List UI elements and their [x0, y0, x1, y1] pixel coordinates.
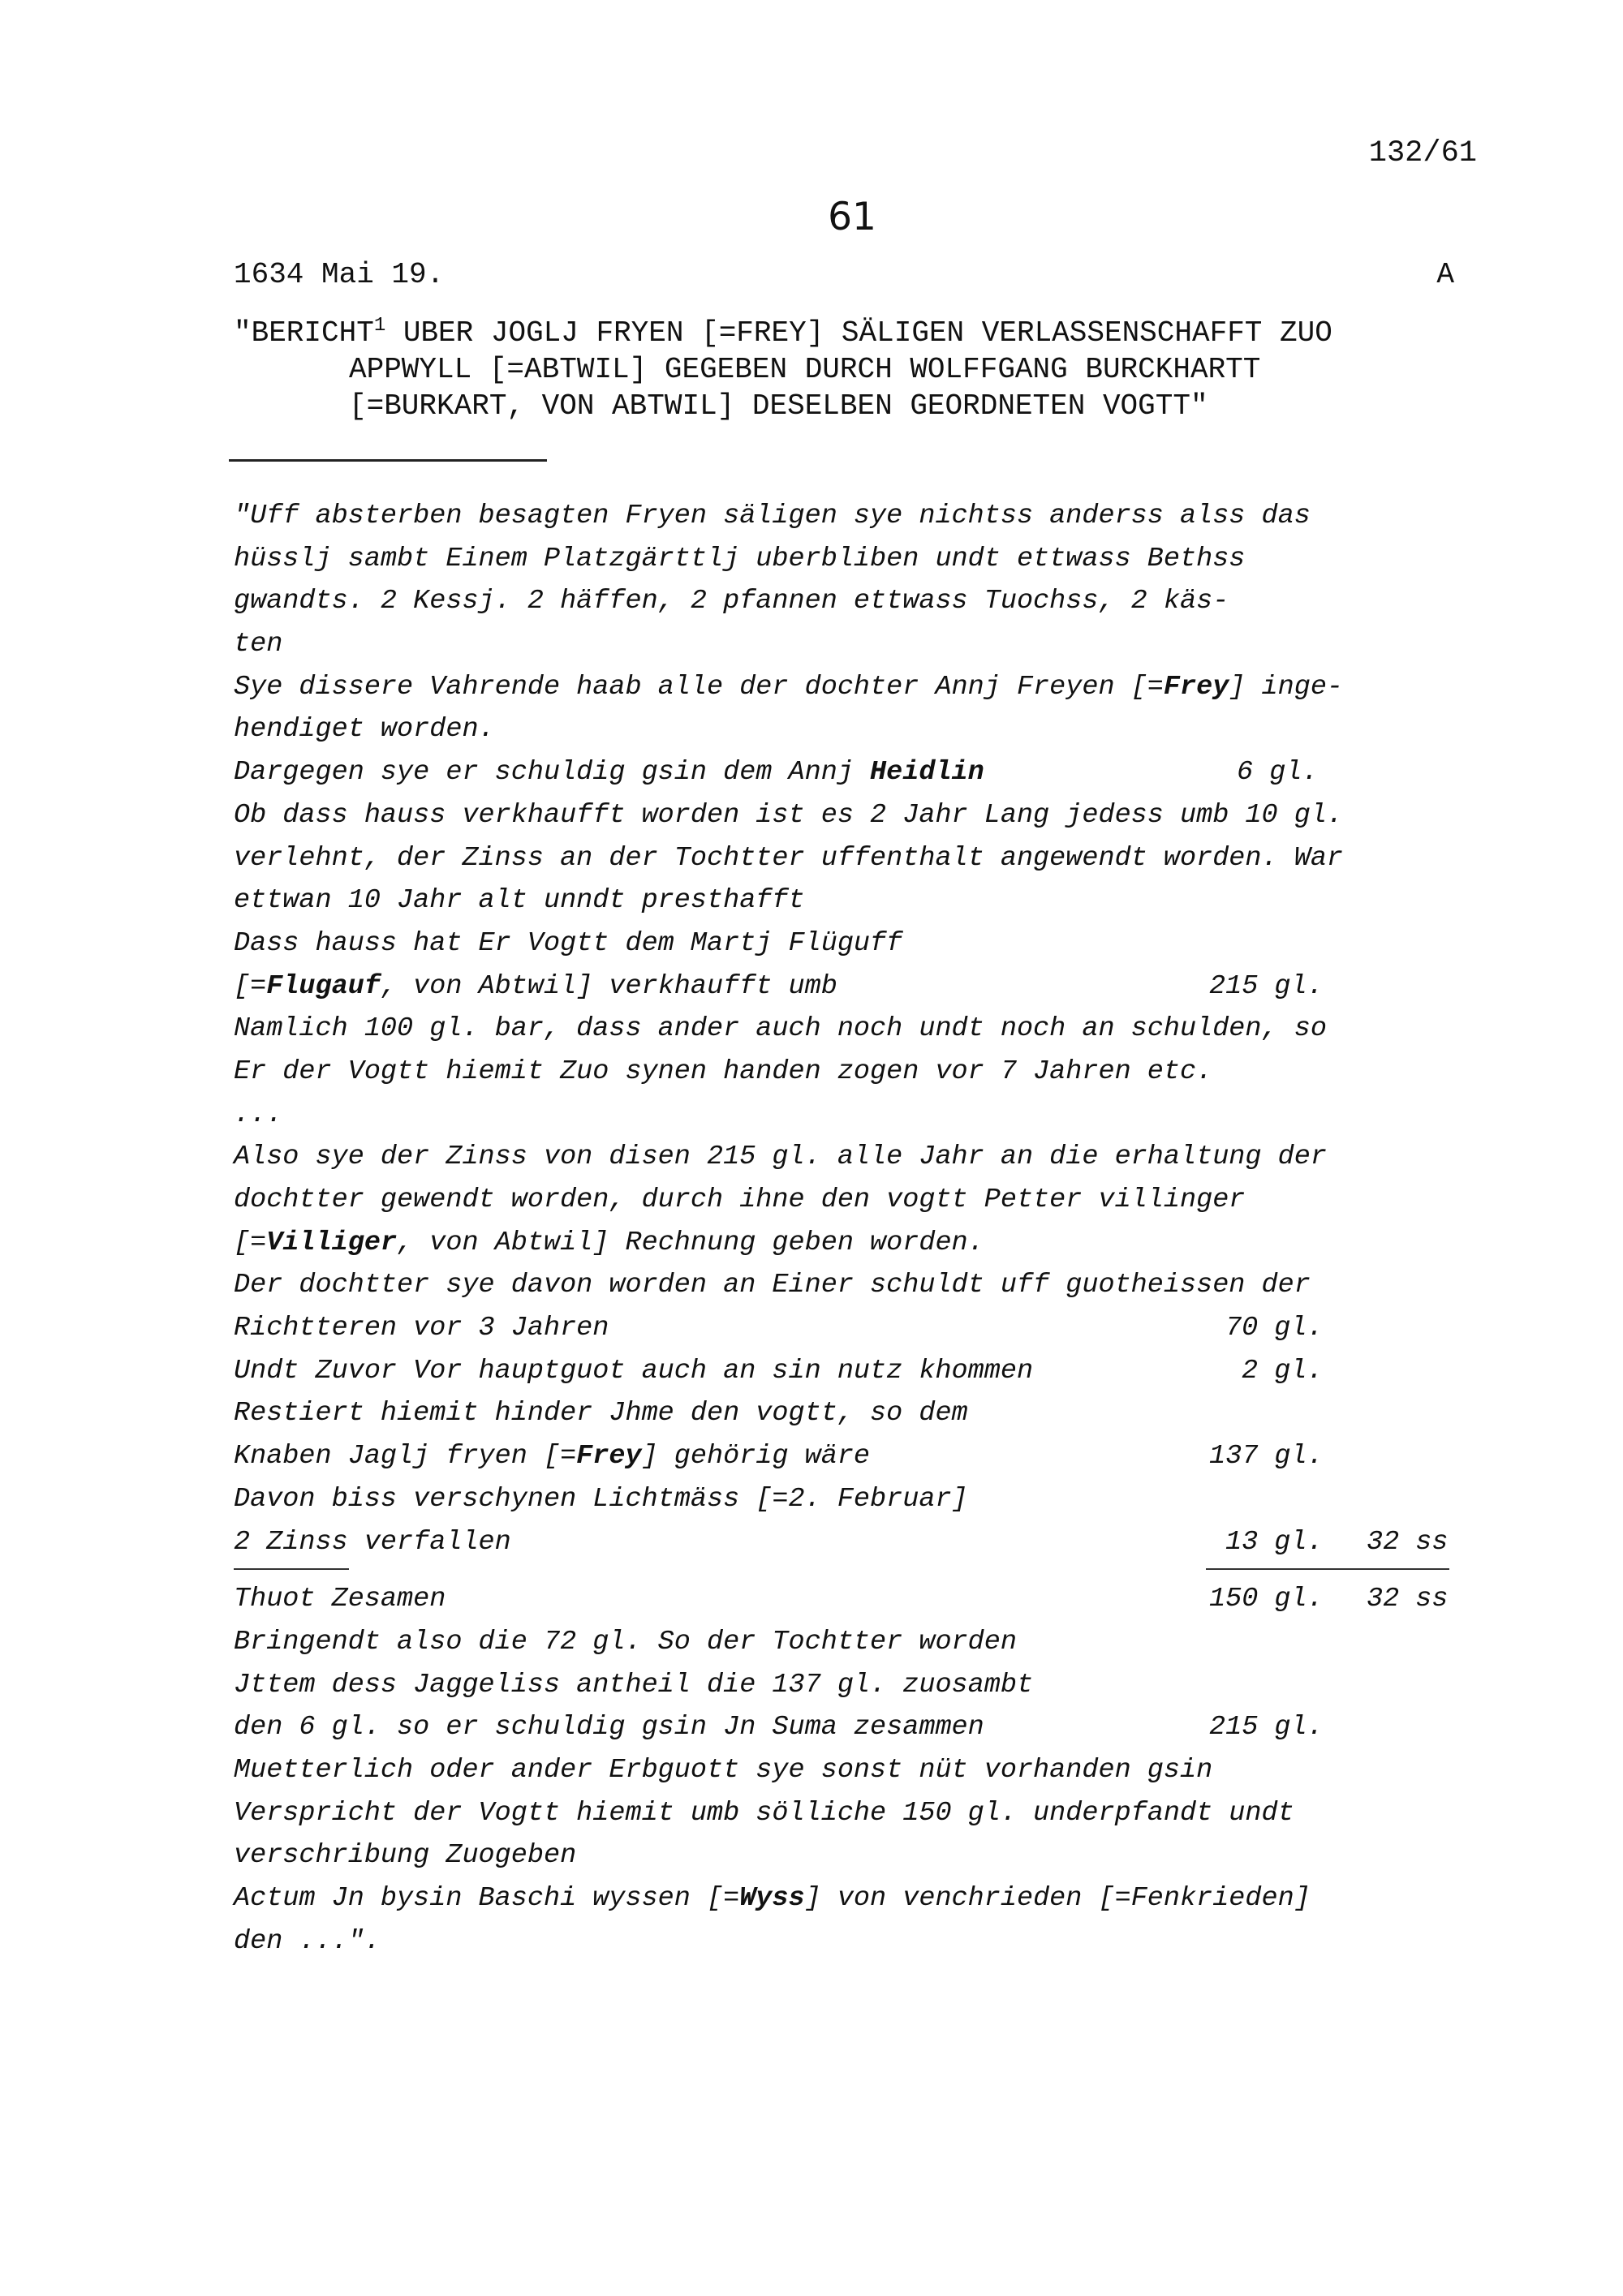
- text-line: Richtteren vor 3 Jahren 70 gl.: [234, 1307, 1500, 1350]
- sum-underline: [234, 1563, 1500, 1578]
- text-line: Er der Vogtt hiemit Zuo synen handen zogen vor 7 Jahren etc.: [234, 1056, 1213, 1087]
- text-line: Actum Jn bysin Baschi wyssen [=Wyss] von venchrieden [=Fenkrieden]: [234, 1883, 1311, 1914]
- text-line: dochtter gewendt worden, durch ihne den vogtt Petter villinger: [234, 1185, 1246, 1215]
- title-line-3: [=BURKART, VON ABTWIL] DESELBEN GEORDNETEN VOGTT": [349, 389, 1208, 423]
- text-line: [=Villiger, von Abtwil] Rechnung geben worden.: [234, 1227, 984, 1258]
- text-line: ...: [234, 1099, 283, 1130]
- shilling-amount: 32 ss: [1367, 1526, 1449, 1558]
- text-line: ettwan 10 Jahr alt unndt presthafft: [234, 885, 805, 917]
- text-line: Ob dass hauss verkhaufft worden ist es 2 Jahr Lang jedess umb 10 gl.: [234, 799, 1344, 831]
- text-line: Dass hauss hat Er Vogtt dem Martj Flüguff: [234, 927, 903, 959]
- text-line: Dargegen sye er schuldig gsin dem Annj Heidlin 6 gl.: [234, 751, 1500, 794]
- text-line: den ...".: [234, 1925, 381, 1957]
- text-line: Der dochtter sye davon worden an Einer schuldt uff guotheissen der: [234, 1270, 1311, 1301]
- amount: 215 gl.: [1209, 970, 1324, 1002]
- transcription-body: [234, 495, 1500, 1963]
- text-line: Restiert hiemit hinder Jhme den vogtt, so dem: [234, 1398, 968, 1430]
- text-line: Sye dissere Vahrende haab alle der dochter Annj Freyen [=Frey] inge-: [234, 671, 1344, 703]
- text-line: gwandts. 2 Kessj. 2 häffen, 2 pfannen ettwass Tuochss, 2 käs-: [234, 586, 1229, 617]
- text-line: Thuot Zesamen 150 gl. 32 ss: [234, 1578, 1500, 1621]
- text-line: Undt Zuvor Vor hauptguot auch an sin nutz khommen 2 gl.: [234, 1350, 1500, 1393]
- text-line: 2 Zinss verfallen 13 gl. 32 ss: [234, 1521, 1500, 1564]
- surname-highlight: Frey: [576, 1441, 642, 1473]
- document-title: [234, 315, 1483, 424]
- text-line: "Uff absterben besagten Fryen säligen sye nichtss anderss alss das: [234, 501, 1311, 531]
- archive-reference: 132/61: [1368, 136, 1477, 170]
- text-line: Knaben Jaglj fryen [=Frey] gehörig wäre 137 gl.: [234, 1435, 1500, 1478]
- amount: 137 gl.: [1209, 1441, 1324, 1473]
- amount: 13 gl.: [1225, 1526, 1324, 1558]
- amount: 215 gl.: [1209, 1712, 1324, 1743]
- text-line: Namlich 100 gl. bar, dass ander auch noch undt noch an schulden, so: [234, 1013, 1327, 1045]
- text-line: Also sye der Zinss von disen 215 gl. alle Jahr an die erhaltung der: [234, 1142, 1327, 1173]
- text-line: verlehnt, der Zinss an der Tochtter uffenthalt angewendt worden. War: [234, 842, 1344, 874]
- document-date: 1634 Mai 19.: [234, 258, 445, 291]
- text-line: [=Flugauf, von Abtwil] verkhaufft umb 215 gl.: [234, 965, 1500, 1008]
- surname-highlight: Heidlin: [870, 757, 984, 789]
- surname-highlight: Flugauf: [266, 970, 381, 1002]
- footnote-marker: 1: [373, 315, 386, 337]
- text-line: ten: [234, 629, 283, 660]
- text-line: Bringendt also die 72 gl. So der Tochtter worden: [234, 1626, 1017, 1658]
- version-letter: A: [1436, 258, 1454, 291]
- text-line: den 6 gl. so er schuldig gsin Jn Suma zesammen 215 gl.: [234, 1706, 1500, 1749]
- amount: 150 gl.: [1209, 1584, 1324, 1615]
- text-line: Muetterlich oder ander Erbguott sye sonst nüt vorhanden gsin: [234, 1754, 1213, 1786]
- text-line: hüsslj sambt Einem Platzgärttlj uberbliben undt ettwass Bethss: [234, 543, 1246, 574]
- text-line: hendiget worden.: [234, 714, 495, 746]
- text-line: Davon biss verschynen Lichtmäss [=2. Februar]: [234, 1483, 968, 1515]
- title-divider: [229, 459, 547, 462]
- title-line-2: APPWYLL [=ABTWIL] GEGEBEN DURCH WOLFFGANG BURCKHARTT: [349, 353, 1261, 386]
- amount: 2 gl.: [1242, 1355, 1324, 1387]
- text-line: Verspricht der Vogtt hiemit umb sölliche 150 gl. underpfandt undt: [234, 1797, 1294, 1829]
- page-number: 61: [828, 195, 876, 239]
- surname-highlight: Villiger: [266, 1227, 398, 1258]
- amount: 70 gl.: [1225, 1313, 1324, 1344]
- surname-highlight: Frey: [1163, 671, 1229, 703]
- shilling-amount: 32 ss: [1367, 1584, 1449, 1615]
- title-line-1: "BERICHT$^1$ UBER JOGLJ FRYEN [=FREY] SÄLIGEN VERLASSENSCHAFFT ZUO: [234, 315, 1332, 350]
- text-line: verschribung Zuogeben: [234, 1840, 577, 1872]
- text-line: Jttem dess Jaggeliss antheil die 137 gl. zuosambt: [234, 1669, 1034, 1701]
- surname-highlight: Wyss: [739, 1883, 805, 1914]
- amount: 6 gl.: [1237, 757, 1319, 789]
